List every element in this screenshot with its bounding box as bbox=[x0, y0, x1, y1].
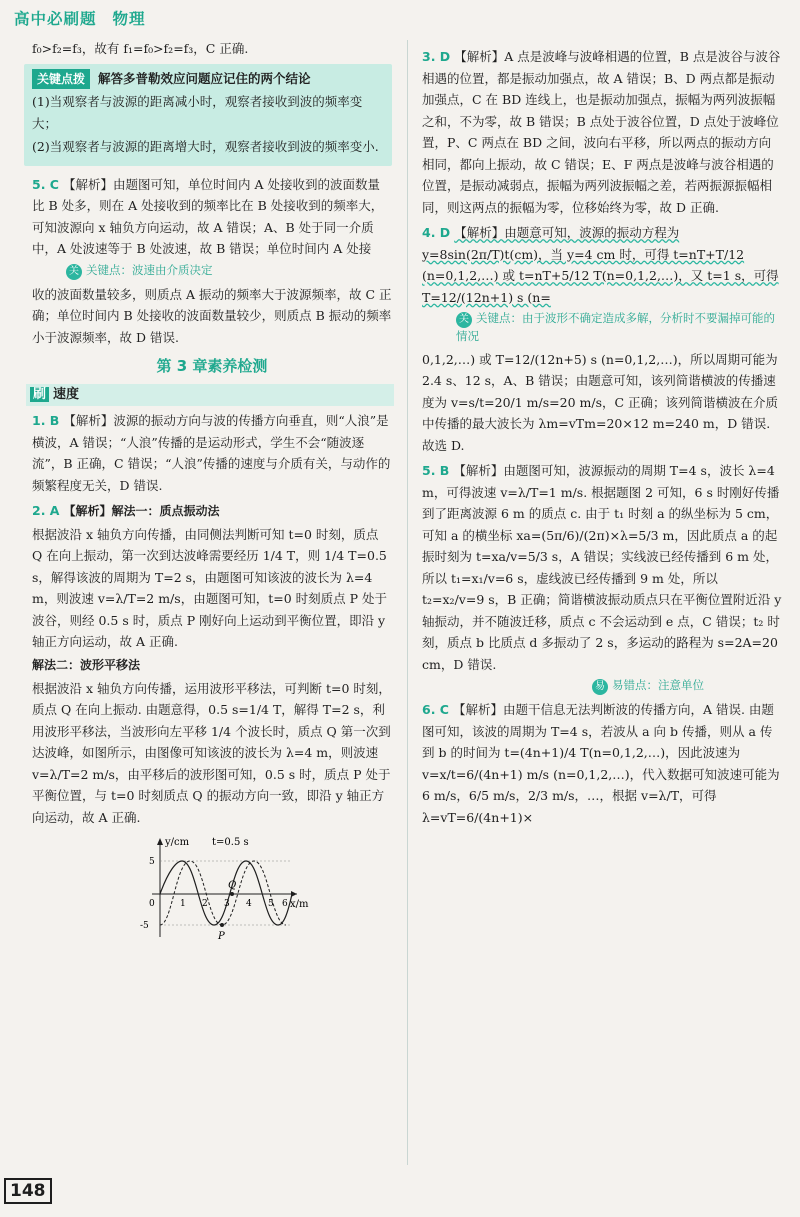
answer-1-num: 1. B bbox=[32, 413, 60, 429]
point-q bbox=[230, 892, 234, 896]
answer-2 bbox=[32, 500, 392, 828]
answer-6 bbox=[422, 699, 782, 828]
answer-4 bbox=[422, 222, 782, 456]
x-tick-3: 3 bbox=[224, 899, 230, 910]
answer-5b-note: 易 易错点：注意单位 bbox=[592, 677, 782, 695]
answer-4-num: 4. D bbox=[422, 225, 451, 240]
page-number: 148 bbox=[4, 1178, 52, 1204]
x-tick-4: 4 bbox=[246, 899, 252, 910]
y-tick-minus5: -5 bbox=[140, 921, 149, 932]
answer-4-note: 关 关键点：由于波形不确定造成多解，分析时不要漏掉可能的情况 bbox=[456, 311, 775, 343]
shifted-waveform bbox=[160, 861, 292, 925]
answer-2-method-1: 【解析】解法一：质点振动法 bbox=[63, 504, 220, 519]
key-point-icon: 关 bbox=[456, 312, 472, 328]
answer-4-text-2: 0,1,2,…) 或 T=12/(12n+5) s (n=0,1,2,…)，所以周期可能为 2.4 s、12 s，A、B 错误；由题意可知，该列简谐横波的传播速度为 v=s/t=20/1 m/s=20 m/s，C 正确；该列简谐横波在介质中传播的最大波长为 λm=vTm=20×12 m=240 m，D 错误. 故选 D. bbox=[422, 351, 779, 453]
answer-3-text: 【解析】A 点是波峰与波峰相遇的位置，B 点是波谷与波谷相遇的位置，都是振动加强点，故 A 错误；B、D 两点都是振动加强点，C 在 BD 连线上，也是振动加强点，振幅为两列波振幅之和，不为零，故 B 错误；B 点处于波谷位置，D 点处于波峰位置，P、C 两点在 BD 之间，波向右平移，所以两点的振动方向相同，都向上振动，故 C 错误；E、F 两点是波峰与波谷相遇的位置，是振动减弱点，振幅为两列波振幅之差，若两振源振幅相同，则这两点的振幅为零，位移始终为零，故 D 正确. bbox=[422, 49, 781, 215]
x-tick-2: 2 bbox=[202, 899, 208, 910]
answer-2-text-2: 根据波沿 x 轴负方向传播，运用波形平移法，可判断 t=0 时刻，质点 Q 在向上振动. 由题意得，0.5 s=1/4 T，解得 T=2 s，利用波形平移法，当波形向左平移 1/4 个波长时，质点 Q 第一次到达波峰，如图所示，由图像可知该波的波长为 λ=4 m，则波速 v=λ/T=2 m/s，由平移后的波形图可知，0.5 s 时，质点 P 处于平衡位置，与 t=0 时刻质点 Q 的振动方向一致，即沿 y 轴正方向运动，故 A 正确. bbox=[32, 680, 391, 825]
subject-title: 物理 bbox=[112, 10, 146, 28]
tip-line-2: (2)当观察者与波源的距离增大时，观察者接收到波的频率变小. bbox=[32, 139, 379, 155]
error-point-icon: 易 bbox=[592, 679, 608, 695]
label-q: Q bbox=[228, 880, 237, 892]
answer-2-num: 2. A bbox=[32, 503, 60, 519]
tip-line-1: (1)当观察者与波源的距离减小时，观察者接收到波的频率变大； bbox=[32, 94, 363, 131]
graph-time-label: t=0.5 s bbox=[212, 837, 249, 849]
wave-graph-svg bbox=[132, 832, 312, 947]
left-column bbox=[32, 38, 392, 954]
key-point-icon: 关 bbox=[66, 264, 82, 280]
answer-5-text-1: 5. C 【解析】由题图可知，单位时间内 A 处接收到的波面数量比 B 处多，则在 A 处接收到的频率比在 B 处接收到的频率大，可知波源向 x 轴负方向运动，故 A 错误；A、B 处于同一介质中，A 处波速等于 B 处波速，故 B 错误；单位时间内 A 处接 bbox=[32, 176, 384, 257]
answer-2-text-1: 根据波沿 x 轴负方向传播，由同侧法判断可知 t=0 时刻，质点 Q 在向上振动，第一次到达波峰需要经历 1/4 T，则 1/4 T=0.5 s，解得该波的周期为 T=2 s，由题图可知该波的波长为 λ=4 m，则波速 v=λ/T=2 m/s，由题图可知，t=0 时刻质点 P 处于波谷，则经 0.5 s 时，质点 P 刚好向上运动到平衡位置，即沿 y 轴正方向运动，故 A 正确. bbox=[32, 526, 387, 650]
tip-header bbox=[32, 68, 384, 90]
point-p bbox=[220, 923, 224, 927]
speed-section-header bbox=[26, 384, 394, 406]
y-axis-label: y/cm bbox=[165, 837, 190, 849]
tip-heading: 解答多普勒效应问题应记住的两个结论 bbox=[98, 70, 311, 86]
answer-6-text: 【解析】由题干信息无法判断波的传播方向，A 错误. 由题图可知，该波的周期为 T=4 s，若波从 a 向 b 传播，则从 a 传到 b 的时间为 t=(4n+1)/4 T(n=0,1,2,…)，因此波速为 v=x/t=6/(4n+1) m/s (n=0,1,2,…)，代入数据可知波速可能为 6 m/s，6/5 m/s，2/3 m/s，…，根据 v=λ/T，可得 λ=vT=6/(4n+1)× bbox=[422, 702, 780, 825]
label-p: P bbox=[218, 931, 225, 943]
answer-1-text: 【解析】波源的振动方向与波的传播方向垂直，则“人浪”是横波，A 错误；“人浪”传播的是运动形式，学生不会“随波逐流”，B 正确，C 错误；“人浪”传播的速度与介质有关，与动作的频繁程度无关，D 错误. bbox=[32, 413, 391, 493]
x-tick-1: 1 bbox=[180, 899, 186, 910]
answer-5b-num: 5. B bbox=[422, 463, 450, 479]
answer-3 bbox=[422, 46, 782, 218]
column-divider bbox=[407, 40, 408, 1165]
right-column bbox=[422, 42, 782, 830]
answer-5-text-2: 收的波面数量较多，则质点 A 振动的频率大于波源频率，故 C 正确；单位时间内 B 处接收的波面数量较少，则质点 B 振动的频率小于波源频率，故 D 错误. bbox=[32, 286, 392, 345]
x-axis-label: x/m bbox=[290, 899, 309, 911]
x-tick-6: 6 bbox=[282, 899, 288, 910]
tip-label: 关键点拨 bbox=[32, 69, 90, 90]
answer-1 bbox=[32, 410, 392, 496]
page-header bbox=[14, 6, 146, 33]
answer-6-num: 6. C bbox=[422, 702, 449, 718]
answer-3-num: 3. D bbox=[422, 49, 451, 64]
intro-line: f₀>f₂=f₃，故有 f₁=f₀>f₂=f₃，C 正确. bbox=[32, 41, 249, 56]
chapter-title: 第 3 章素养检测 bbox=[156, 357, 268, 376]
y-tick-0: 0 bbox=[149, 899, 155, 910]
x-tick-5: 5 bbox=[268, 899, 274, 910]
speed-tag: 刷 bbox=[30, 387, 49, 402]
answer-2-method-2: 解法二：波形平移法 bbox=[32, 657, 141, 672]
answer-5-left bbox=[32, 174, 392, 349]
y-tick-5: 5 bbox=[149, 857, 155, 868]
speed-title: 速度 bbox=[53, 386, 80, 402]
wave-graph bbox=[132, 832, 392, 954]
y-axis-arrow bbox=[157, 838, 163, 845]
answer-5-note: 关 关键点：波速由介质决定 bbox=[66, 262, 392, 280]
key-tip-box bbox=[24, 64, 392, 166]
answer-5-num: 5. C bbox=[32, 176, 59, 192]
answer-5b-text: 【解析】由题图可知，波源振动的周期 T=4 s，波长 λ=4 m，可得波速 v=λ/T=1 m/s. 根据题图 2 可知，6 s 时刚好传播到了距离波源 6 m 的质点 c. 由于 t₁ 时刻 a 的纵坐标为 5 cm，可知 a 的横坐标 xa=(5π/6)/(2π)×λ=5/3 m，因此质点 a 的起振时刻为 t=xa/v=5/3 s，A 错误；实线波已经传播到 6 m 处，所以 t₁=x₁/v=6 s，虚线波已经传播到 9 m 处，所以 t₂=x₂/v=9 s，B 正确；简谐横波振动质点只在平衡位置附近沿 y 轴振动，并不随波迁移，质点 c 不会运动到 e 点，C 错误；t₂ 时刻，质点 b 比质点 d 多振动了 2 s，多运动的路程为 s=2A=20 cm，D 错误. bbox=[422, 463, 782, 672]
book-title: 高中必刷题 bbox=[14, 10, 97, 28]
answer-5-right bbox=[422, 460, 782, 695]
answer-4-text-1: 【解析】由题意可知，波源的振动方程为 y=8sin(2π/T)t(cm)，当 y=4 cm 时，可得 t=nT+T/12 (n=0,1,2,…) 或 t=nT+5/12 T(n=0,1,2,…)，又 t=1 s，可得 T=12/(12n+1) s (n= bbox=[422, 225, 779, 305]
